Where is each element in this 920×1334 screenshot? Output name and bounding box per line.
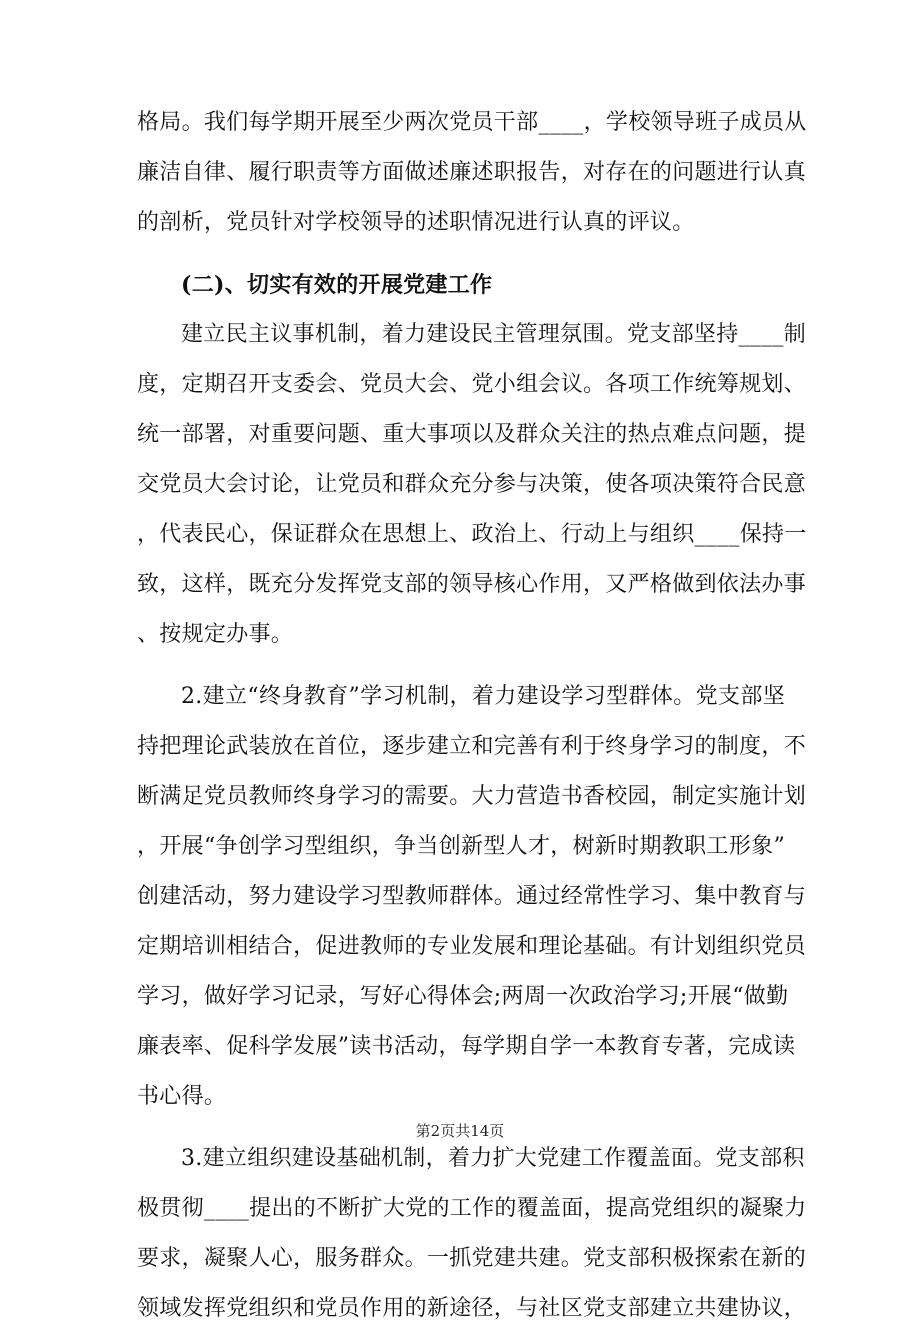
text-line: 断满足党员教师终身学习的需要。大力营造书香校园，制定实施计划 [137, 784, 807, 809]
text-line: 交党员大会讨论，让党员和群众充分参与决策，使各项决策符合民意 [137, 472, 807, 497]
page-number: 第2页共14页 [415, 1122, 505, 1140]
text-line: 定期培训相结合，促进教师的专业发展和理论基础。有计划组织党员 [137, 934, 807, 959]
section-heading: (二)、切实有效的开展党建工作 [181, 272, 493, 298]
text-line: 廉洁自律、履行职责等方面做述廉述职报告，对存在的问题进行认真 [137, 160, 807, 185]
text-line: 创建活动，努力建设学习型教师群体。通过经常性学习、集中教育与 [137, 884, 807, 909]
text-line: 3.建立组织建设基础机制，着力扩大党建工作覆盖面。党支部积 [181, 1146, 805, 1171]
text-line: 持把理论武装放在首位，逐步建立和完善有利于终身学习的制度，不 [137, 734, 807, 759]
text-line: 廉表率、促科学发展”读书活动，每学期自学一本教育专著，完成读 [137, 1034, 796, 1059]
text-line: 学习，做好学习记录，写好心得体会;两周一次政治学习;开展“做勤 [137, 984, 789, 1009]
text-line: ，开展“争创学习型组织，争当创新型人才，树新时期教职工形象” [137, 834, 785, 859]
text-line: 度，定期召开支委会、党员大会、党小组会议。各项工作统筹规划、 [137, 372, 807, 397]
text-line: 统一部署，对重要问题、重大事项以及群众关注的热点难点问题，提 [137, 422, 807, 447]
text-line: 、按规定办事。 [137, 622, 294, 647]
paragraph-democratic-mechanism [137, 310, 807, 660]
text-line: ，代表民心，保证群众在思想上、政治上、行动上与组织____保持一 [137, 522, 807, 547]
text-line: 极贯彻____提出的不断扩大党的工作的覆盖面，提高党组织的凝聚力 [137, 1196, 807, 1221]
text-line: 领域发挥党组织和党员作用的新途径，与社区党支部建立共建协议， [137, 1296, 807, 1321]
document-body [137, 98, 807, 1334]
text-line: 书心得。 [137, 1084, 227, 1109]
text-line: 格局。我们每学期开展至少两次党员干部____，学校领导班子成员从 [137, 110, 807, 135]
text-line: 致，这样，既充分发挥党支部的领导核心作用，又严格做到依法办事 [137, 572, 807, 597]
intro-paragraph [137, 98, 807, 248]
paragraph-organization-building [137, 1134, 807, 1334]
text-line: 2.建立“终身教育”学习机制，着力建设学习型群体。党支部坚 [181, 684, 785, 709]
text-line: 的剖析，党员针对学校领导的述职情况进行认真的评议。 [137, 210, 695, 235]
text-line: 建立民主议事机制，着力建设民主管理氛围。党支部坚持____制 [181, 322, 807, 347]
paragraph-lifelong-learning [137, 672, 807, 1122]
text-line: 要求，凝聚人心，服务群众。一抓党建共建。党支部积极探索在新的 [137, 1246, 807, 1271]
